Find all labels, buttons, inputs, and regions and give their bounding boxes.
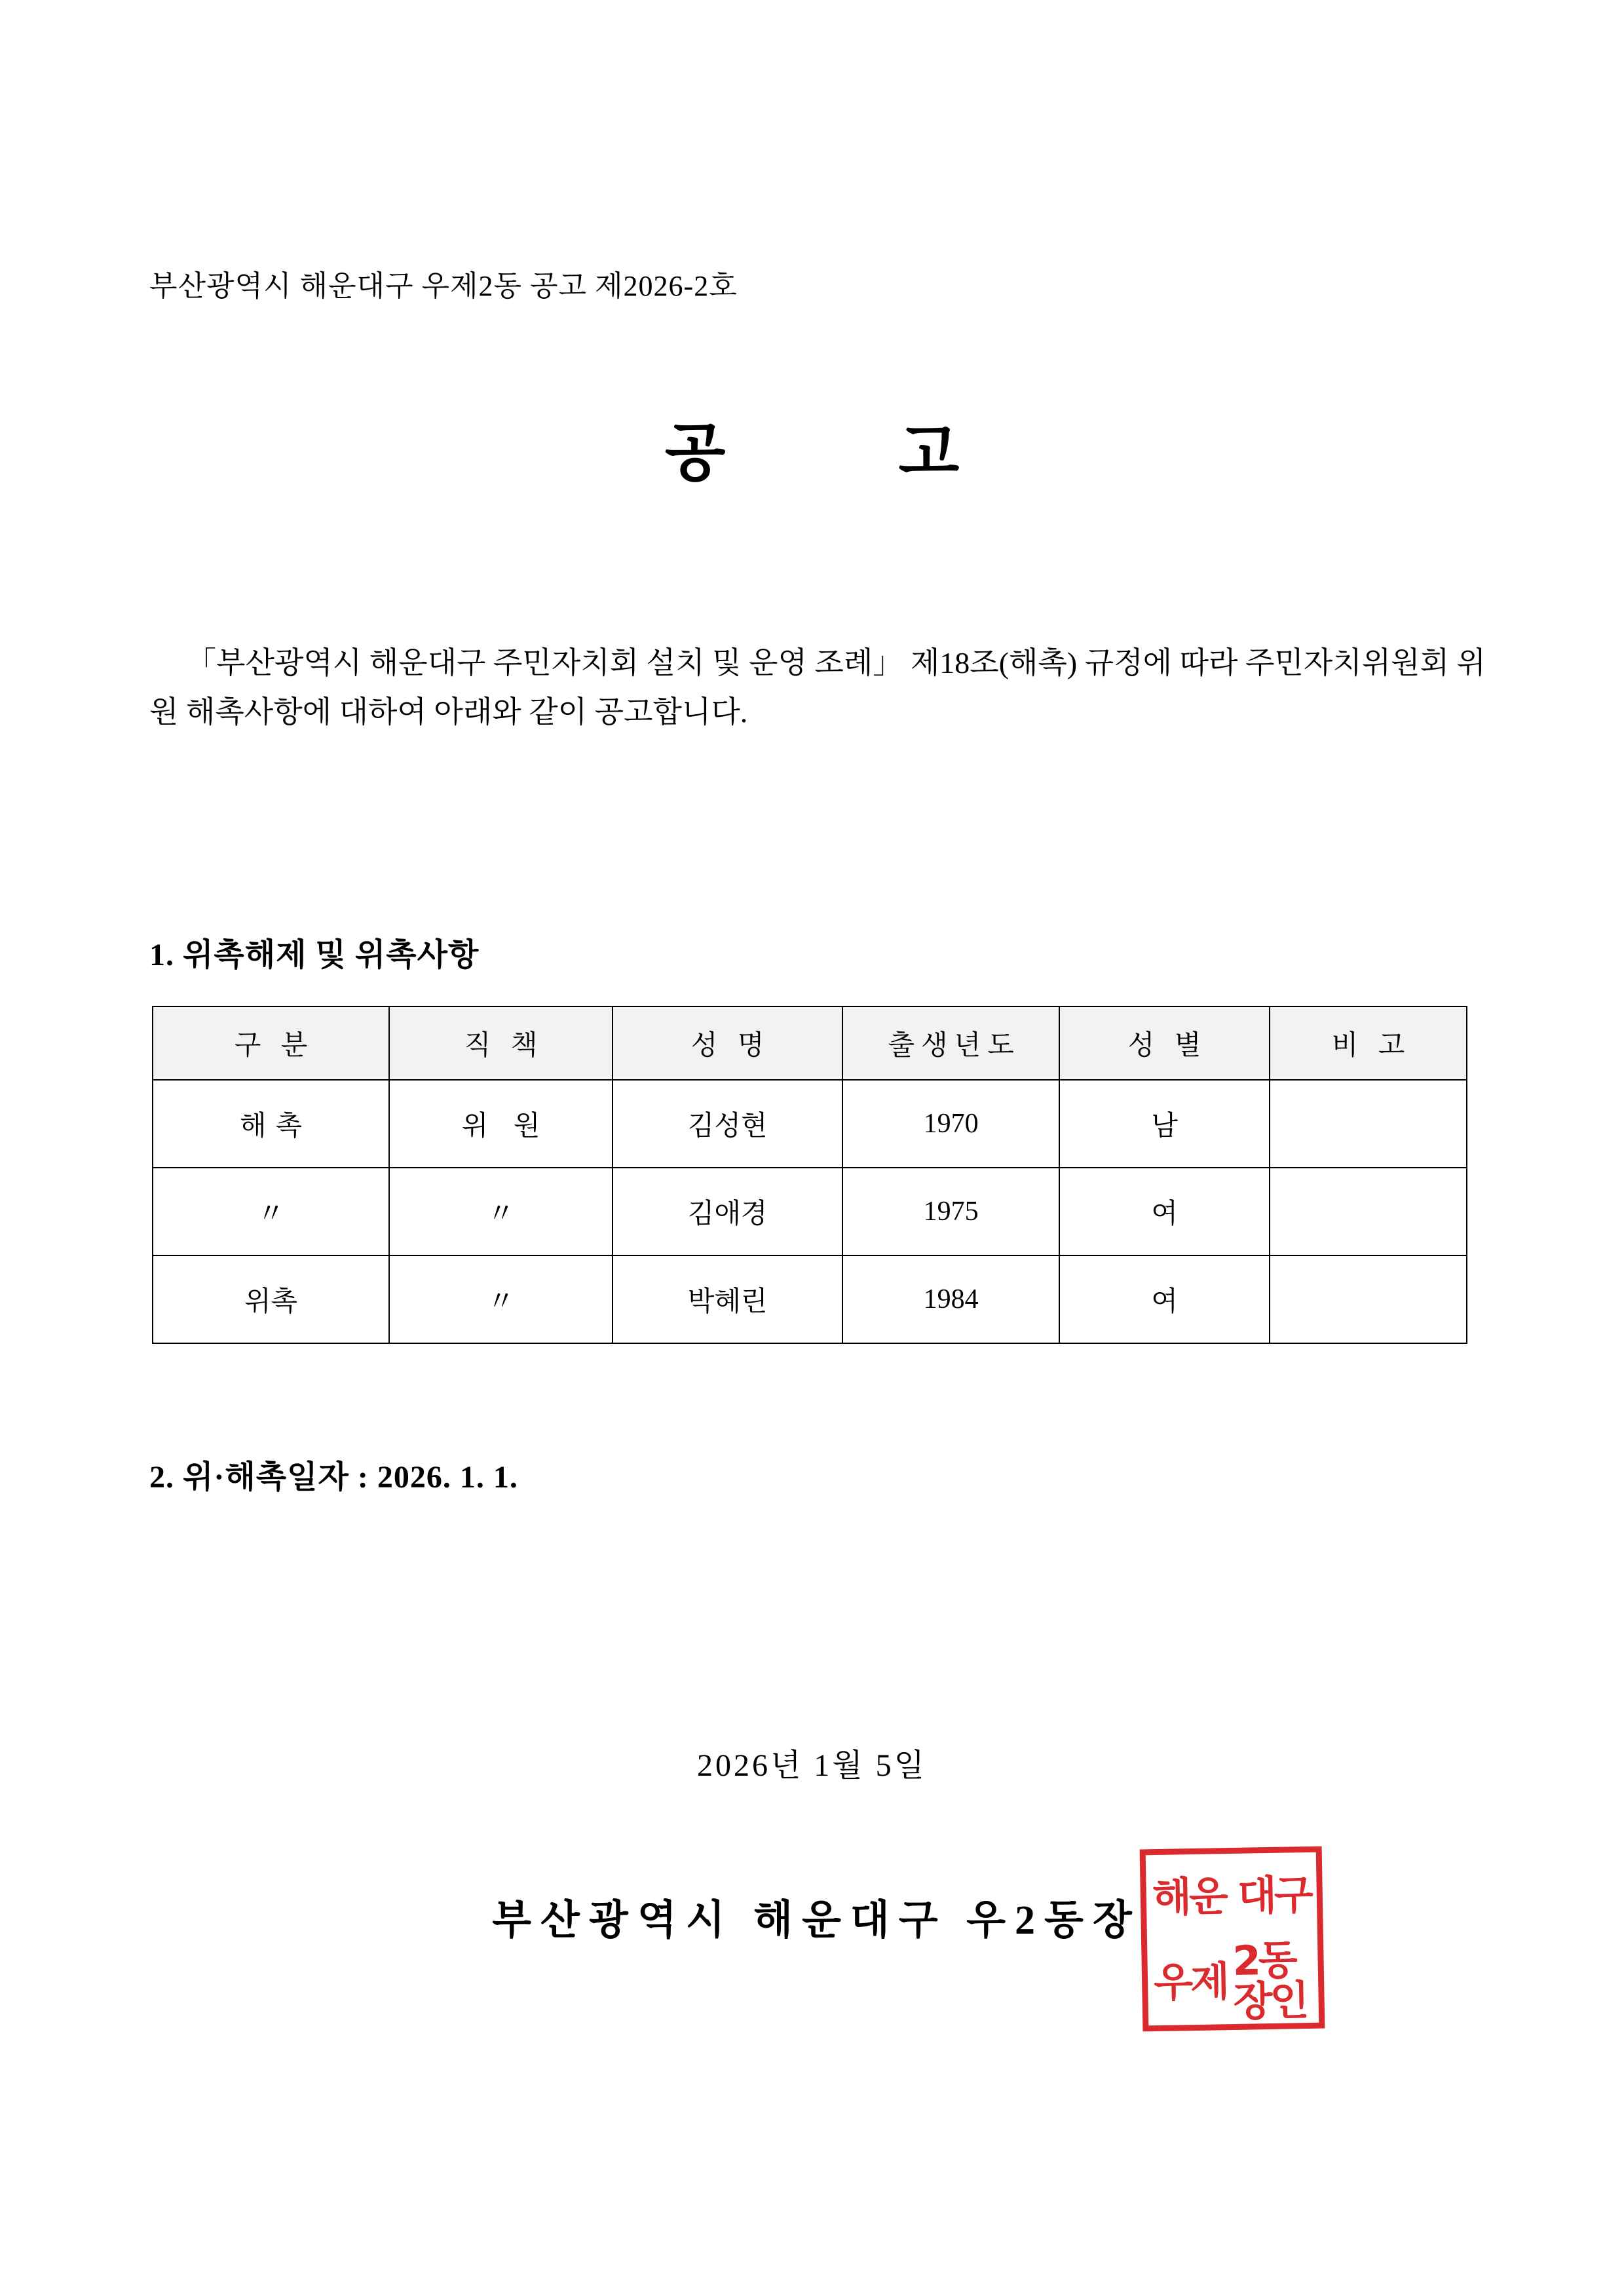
cell-name: 김성현: [613, 1080, 842, 1168]
cell-gubun: 〃: [153, 1168, 389, 1255]
cell-sex: 여: [1059, 1168, 1270, 1255]
page-title: 공 고: [664, 418, 1038, 488]
cell-gubun: 해촉: [153, 1080, 389, 1168]
cell-birth: 1970: [842, 1080, 1059, 1168]
table-header-sex: 성 별: [1059, 1006, 1270, 1080]
table-row: [153, 1255, 1467, 1343]
seal-char-1: 해운: [1152, 1872, 1226, 1922]
table-header-gubun: 구 분: [153, 1006, 389, 1080]
cell-gubun: 위촉: [153, 1255, 389, 1343]
cell-name: 박혜린: [613, 1255, 842, 1343]
cell-name: 김애경: [613, 1168, 842, 1255]
table-header-name: 성 명: [613, 1006, 842, 1080]
member-table-wrapper: [152, 1006, 1467, 1344]
cell-sex: 남: [1059, 1080, 1270, 1168]
cell-note: [1270, 1080, 1467, 1168]
body-paragraph: 「부산광역시 해운대구 주민자치회 설치 및 운영 조례」 제18조(해촉) 규정에 따라 주민자치위원회 위원 해촉사항에 대하여 아래와 같이 공고합니다.: [149, 646, 1486, 729]
official-seal-icon: [1140, 1846, 1325, 2032]
table-header-birth: 출생년도: [842, 1006, 1059, 1080]
section-2-text: 2. 위·해촉일자 : 2026. 1. 1.: [149, 1460, 518, 1495]
cell-birth: 1975: [842, 1168, 1059, 1255]
cell-birth: 1984: [842, 1255, 1059, 1343]
cell-note: [1270, 1255, 1467, 1343]
table-header-note: 비 고: [1270, 1006, 1467, 1080]
table-header-jikchaek: 직 책: [389, 1006, 613, 1080]
table-header-row: [153, 1006, 1467, 1080]
document-number: 부산광역시 해운대구 우제2동 공고 제2026-2호: [149, 270, 738, 302]
cell-sex: 여: [1059, 1255, 1270, 1343]
cell-jikchaek: 〃: [389, 1255, 613, 1343]
cell-jikchaek: 위 원: [389, 1080, 613, 1168]
table-row: [153, 1168, 1467, 1255]
issuer-signature: 부산광역시 해운대구 우2동장: [492, 1898, 1141, 1943]
document-date: 2026년 1월 5일: [696, 1748, 928, 1783]
table-row: [153, 1080, 1467, 1168]
cell-jikchaek: 〃: [389, 1168, 613, 1255]
cell-note: [1270, 1168, 1467, 1255]
seal-char-4: 2동장인: [1232, 1936, 1308, 2025]
section-1-heading: 1. 위촉해제 및 위촉사항: [149, 938, 480, 972]
seal-char-3: 우제: [1153, 1957, 1228, 2007]
seal-char-2: 대구: [1237, 1870, 1312, 1920]
member-table: [152, 1006, 1467, 1344]
